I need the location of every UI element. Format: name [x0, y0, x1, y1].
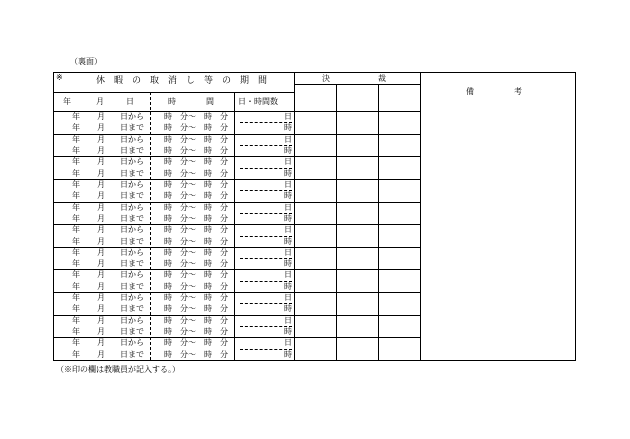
- row-time-from: 時 分〜 時 分: [164, 180, 228, 189]
- row-time-from: 時 分〜 時 分: [164, 225, 228, 234]
- row-day-until: 日まで: [120, 282, 144, 291]
- row-month-until: 月: [97, 191, 105, 200]
- row-month-from: 月: [97, 203, 105, 212]
- row-time-from: 時 分〜 時 分: [164, 338, 228, 347]
- row-day-from: 日から: [120, 203, 144, 212]
- entry-separator: [53, 292, 421, 293]
- table-bottom-border: [53, 360, 576, 361]
- row-time-until: 時 分〜 時 分: [164, 350, 228, 359]
- row-unit-from: 日: [284, 135, 292, 144]
- entry-separator: [53, 337, 421, 338]
- date-time-divider: [150, 92, 151, 360]
- table-right-border: [575, 72, 576, 361]
- row-year-until: 年: [72, 304, 80, 313]
- row-unit-until: 時: [284, 304, 292, 313]
- row-year-from: 年: [72, 293, 80, 302]
- row-year-from: 年: [72, 225, 80, 234]
- row-day-from: 日から: [120, 293, 144, 302]
- row-year-until: 年: [72, 191, 80, 200]
- row-time-until: 時 分〜 時 分: [164, 123, 228, 132]
- table-left-border: [53, 72, 54, 361]
- row-year-until: 年: [72, 259, 80, 268]
- row-year-until: 年: [72, 237, 80, 246]
- month-header: 月: [96, 97, 104, 106]
- entry-separator: [53, 224, 421, 225]
- row-month-from: 月: [97, 157, 105, 166]
- row-time-from: 時 分〜 時 分: [164, 316, 228, 325]
- row-time-until: 時 分〜 時 分: [164, 259, 228, 268]
- row-unit-until: 時: [284, 146, 292, 155]
- row-day-from: 日から: [120, 248, 144, 257]
- row-unit-from: 日: [284, 270, 292, 279]
- row-year-from: 年: [72, 270, 80, 279]
- row-month-until: 月: [97, 259, 105, 268]
- row-year-until: 年: [72, 350, 80, 359]
- hour-header: 時: [168, 97, 176, 106]
- row-day-until: 日まで: [120, 169, 144, 178]
- row-day-from: 日から: [120, 135, 144, 144]
- entry-separator: [53, 156, 421, 157]
- row-month-from: 月: [97, 225, 105, 234]
- row-time-until: 時 分〜 時 分: [164, 327, 228, 336]
- day-header: 日: [126, 97, 134, 106]
- row-month-until: 月: [97, 214, 105, 223]
- row-day-from: 日から: [120, 225, 144, 234]
- row-unit-until: 時: [284, 327, 292, 336]
- header-split-line: [53, 92, 295, 93]
- row-year-until: 年: [72, 146, 80, 155]
- entry-separator: [53, 134, 421, 135]
- row-day-until: 日まで: [120, 123, 144, 132]
- entry-separator: [53, 315, 421, 316]
- row-day-from: 日から: [120, 180, 144, 189]
- row-unit-until: 時: [284, 191, 292, 200]
- row-year-until: 年: [72, 214, 80, 223]
- row-year-until: 年: [72, 282, 80, 291]
- row-time-from: 時 分〜 時 分: [164, 203, 228, 212]
- row-month-until: 月: [97, 146, 105, 155]
- row-time-from: 時 分〜 時 分: [164, 293, 228, 302]
- row-month-from: 月: [97, 135, 105, 144]
- row-day-until: 日まで: [120, 214, 144, 223]
- year-header: 年: [63, 97, 71, 106]
- row-unit-from: 日: [284, 293, 292, 302]
- row-month-from: 月: [97, 180, 105, 189]
- row-unit-until: 時: [284, 350, 292, 359]
- row-year-from: 年: [72, 338, 80, 347]
- decision-col-3-line: [378, 84, 379, 361]
- row-time-until: 時 分〜 時 分: [164, 169, 228, 178]
- decision-col-2-line: [336, 84, 337, 361]
- row-day-until: 日まで: [120, 259, 144, 268]
- row-day-until: 日まで: [120, 327, 144, 336]
- row-day-until: 日まで: [120, 350, 144, 359]
- row-unit-until: 時: [284, 282, 292, 291]
- row-unit-until: 時: [284, 237, 292, 246]
- row-time-from: 時 分〜 時 分: [164, 270, 228, 279]
- row-month-until: 月: [97, 350, 105, 359]
- row-year-from: 年: [72, 316, 80, 325]
- row-month-from: 月: [97, 270, 105, 279]
- days-column-line: [234, 92, 235, 361]
- row-unit-from: 日: [284, 157, 292, 166]
- row-year-from: 年: [72, 180, 80, 189]
- row-time-until: 時 分〜 時 分: [164, 214, 228, 223]
- row-month-from: 月: [97, 338, 105, 347]
- row-unit-from: 日: [284, 180, 292, 189]
- row-unit-from: 日: [284, 248, 292, 257]
- row-time-until: 時 分〜 時 分: [164, 282, 228, 291]
- row-day-from: 日から: [120, 157, 144, 166]
- remarks-header: 備 考: [466, 87, 522, 96]
- row-time-from: 時 分〜 時 分: [164, 135, 228, 144]
- row-day-from: 日から: [120, 270, 144, 279]
- row-time-from: 時 分〜 時 分: [164, 112, 228, 121]
- row-month-from: 月: [97, 112, 105, 121]
- entry-separator: [53, 269, 421, 270]
- header-bottom-line: [53, 111, 421, 112]
- row-year-from: 年: [72, 203, 80, 212]
- row-day-until: 日まで: [120, 146, 144, 155]
- days-hours-header: 日・時間数: [238, 97, 278, 106]
- row-day-from: 日から: [120, 338, 144, 347]
- row-unit-from: 日: [284, 112, 292, 121]
- row-year-from: 年: [72, 248, 80, 257]
- row-year-from: 年: [72, 135, 80, 144]
- row-year-until: 年: [72, 123, 80, 132]
- entry-separator: [53, 202, 421, 203]
- entry-separator: [53, 247, 421, 248]
- row-month-until: 月: [97, 282, 105, 291]
- row-month-from: 月: [97, 316, 105, 325]
- row-month-until: 月: [97, 304, 105, 313]
- decision-header: 決 裁: [322, 74, 386, 83]
- decision-header-line: [294, 84, 421, 85]
- row-unit-until: 時: [284, 259, 292, 268]
- row-year-from: 年: [72, 157, 80, 166]
- row-time-from: 時 分〜 時 分: [164, 157, 228, 166]
- remarks-left-line: [420, 72, 421, 361]
- row-year-until: 年: [72, 169, 80, 178]
- row-day-from: 日から: [120, 316, 144, 325]
- row-unit-from: 日: [284, 316, 292, 325]
- footnote: （※印の欄は教職員が記入する。）: [56, 365, 180, 374]
- row-unit-until: 時: [284, 214, 292, 223]
- decision-left-line: [294, 72, 295, 361]
- asterisk-mark: ※: [56, 73, 63, 82]
- row-unit-from: 日: [284, 338, 292, 347]
- row-month-until: 月: [97, 123, 105, 132]
- table-top-border: [53, 72, 576, 73]
- row-time-until: 時 分〜 時 分: [164, 146, 228, 155]
- row-time-until: 時 分〜 時 分: [164, 191, 228, 200]
- row-time-until: 時 分〜 時 分: [164, 237, 228, 246]
- row-unit-from: 日: [284, 203, 292, 212]
- row-month-until: 月: [97, 237, 105, 246]
- row-time-from: 時 分〜 時 分: [164, 248, 228, 257]
- row-time-until: 時 分〜 時 分: [164, 304, 228, 313]
- row-month-from: 月: [97, 293, 105, 302]
- row-day-until: 日まで: [120, 304, 144, 313]
- row-year-from: 年: [72, 112, 80, 121]
- row-year-until: 年: [72, 327, 80, 336]
- row-month-until: 月: [97, 327, 105, 336]
- row-unit-until: 時: [284, 123, 292, 132]
- row-unit-from: 日: [284, 225, 292, 234]
- entry-separator: [53, 179, 421, 180]
- row-month-until: 月: [97, 169, 105, 178]
- row-unit-until: 時: [284, 169, 292, 178]
- row-day-until: 日まで: [120, 191, 144, 200]
- row-day-from: 日から: [120, 112, 144, 121]
- page-label: （裏面）: [70, 57, 102, 66]
- row-month-from: 月: [97, 248, 105, 257]
- interval-header: 間: [206, 97, 214, 106]
- row-day-until: 日まで: [120, 237, 144, 246]
- period-header: 休 暇 の 取 消 し 等 の 期 間: [96, 76, 268, 86]
